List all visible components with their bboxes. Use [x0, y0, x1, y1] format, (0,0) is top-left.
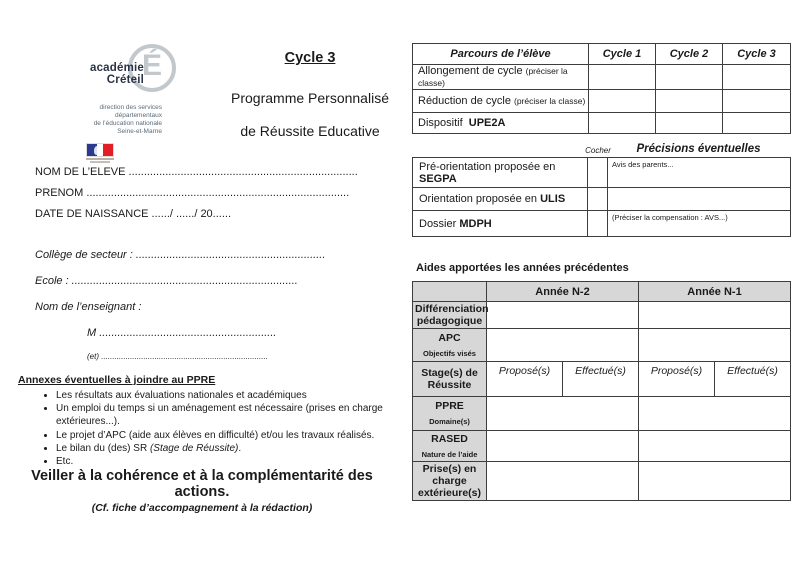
ppre-n2-cell[interactable]: [487, 397, 639, 431]
aides-corner-cell: [413, 282, 487, 302]
prise-charge-n1-cell[interactable]: [639, 462, 791, 501]
annee-n1-header: Année N-1: [639, 282, 791, 302]
ulis-acronym: ULIS: [540, 193, 566, 205]
segpa-checkbox-cell[interactable]: [588, 158, 608, 188]
annexes-item4-italic: (Stage de Réussite): [149, 442, 239, 454]
apc-n1-cell[interactable]: [639, 329, 791, 362]
stage-n1-effectue-cell[interactable]: Effectué(s): [715, 362, 791, 397]
reduction-text: Réduction de cycle: [418, 95, 514, 107]
footer-note: [8, 468, 396, 514]
flag-bands: [86, 143, 114, 157]
dsden-text: [58, 104, 162, 137]
allongement-cycle1-cell[interactable]: [589, 65, 656, 90]
annexes-item: [56, 442, 396, 455]
table-row: [413, 211, 791, 237]
ppre-sublabel: Domaine(s): [429, 417, 470, 427]
apc-text: APC: [438, 331, 461, 344]
reduction-cycle2-cell[interactable]: [656, 90, 723, 113]
prise-charge-label: Prise(s) en charge extérieure(s): [413, 462, 487, 501]
dispositif-label: [413, 113, 589, 134]
dsden-line1: direction des services: [99, 104, 162, 111]
aides-header-row: [413, 282, 791, 302]
annexes-item: • Le projet d’APC (aide aux élèves en difficulté) et/ou les travaux réalisés.: [56, 429, 396, 442]
allongement-cycle3-cell[interactable]: [723, 65, 791, 90]
dsden-line4: Seine-et-Marne: [117, 128, 162, 136]
table-row: [413, 113, 791, 134]
rased-text: RASED: [431, 432, 468, 445]
reduction-note: (préciser la classe): [514, 96, 586, 106]
mdph-prefix: Dossier: [419, 217, 460, 230]
ecole-field[interactable]: Ecole : ..........................................................................: [35, 275, 298, 287]
enseignant-label: Nom de l’enseignant :: [35, 301, 142, 313]
student-identity-block: [35, 162, 380, 225]
enseignant-m-field[interactable]: M ..........................................................: [87, 327, 277, 339]
apc-n2-cell[interactable]: [487, 329, 639, 362]
rased-n1-cell[interactable]: [639, 431, 791, 462]
differenciation-n2-cell[interactable]: [487, 302, 639, 329]
table-row: [413, 188, 791, 211]
dispositif-cycle2-cell[interactable]: [656, 113, 723, 134]
ulis-precision-cell[interactable]: [608, 188, 791, 211]
school-info-block: [35, 242, 380, 368]
annexes-item4-prefix: Le bilan du (des) SR: [56, 442, 150, 454]
parcours-table: [412, 43, 791, 134]
table-row: [413, 362, 791, 397]
segpa-precision-cell[interactable]: Avis des parents...: [608, 158, 791, 188]
mdph-label: [413, 211, 588, 237]
student-firstname-field[interactable]: PRENOM ......................................................................................: [35, 187, 350, 199]
ppre-n1-cell[interactable]: [639, 397, 791, 431]
segpa-prefix: Pré-orientation proposée en: [419, 160, 556, 173]
orientation-table: [412, 157, 791, 237]
table-row: [413, 397, 791, 431]
mdph-checkbox-cell[interactable]: [588, 211, 608, 237]
dispositif-cycle3-cell[interactable]: [723, 113, 791, 134]
ppre-label: [413, 397, 487, 431]
stage-label: Stage(s) de Réussite: [413, 362, 487, 397]
allongement-label: [413, 65, 589, 90]
stage-n2-propose-cell[interactable]: Proposé(s): [487, 362, 563, 397]
table-row: [413, 158, 791, 188]
stage-n1-propose-cell[interactable]: Proposé(s): [639, 362, 715, 397]
dispositif-upe2a: UPE2A: [468, 117, 506, 129]
ulis-label: [413, 188, 588, 211]
annexes-item: • Un emploi du temps si un aménagement est nécessaire (prises en charge extérieures...).: [56, 402, 396, 428]
dsden-line2: départementaux: [115, 112, 162, 120]
academie-letter: É: [141, 49, 162, 82]
differenciation-label: Différenciation pédagogique: [413, 302, 487, 329]
stage-n2-effectue-cell[interactable]: Effectué(s): [563, 362, 639, 397]
ulis-checkbox-cell[interactable]: [588, 188, 608, 211]
document-title: [205, 50, 415, 139]
student-birthdate-field[interactable]: DATE DE NAISSANCE ....../ ....../ 20......: [35, 208, 232, 220]
title-line2: de Réussite Educative: [240, 123, 380, 139]
college-field[interactable]: Collège de secteur : ..............................................................: [35, 249, 326, 261]
academy-line1: académie: [89, 62, 144, 74]
student-name-field[interactable]: NOM DE L’ELEVE ...........................................................................: [35, 166, 358, 178]
allongement-note: (préciser la classe): [418, 66, 568, 88]
reduction-cycle3-cell[interactable]: [723, 90, 791, 113]
dsden-line3: de l’éducation nationale: [93, 120, 162, 128]
dispositif-cycle1-cell[interactable]: [589, 113, 656, 134]
table-row: [413, 462, 791, 501]
annexes-item4-suffix: .: [238, 442, 242, 454]
segpa-label: [413, 158, 588, 188]
allongement-text: Allongement de cycle: [418, 65, 526, 77]
allongement-cycle2-cell[interactable]: [656, 65, 723, 90]
cocher-label: Cocher: [585, 146, 611, 155]
flag-red-band: [103, 144, 113, 156]
precisions-label: Précisions éventuelles: [636, 143, 761, 155]
enseignant-et-field[interactable]: (et) ...........................................................................: [87, 352, 268, 361]
table-row: [413, 90, 791, 113]
title-line1: Programme Personnalisé: [231, 90, 389, 106]
aides-table: [412, 281, 791, 501]
parcours-header-row: [413, 44, 791, 65]
annexes-item: • Etc.: [56, 455, 396, 468]
table-row: [413, 329, 791, 362]
ppre-text: PPRE: [435, 400, 464, 413]
differenciation-n1-cell[interactable]: [639, 302, 791, 329]
cycle2-header: Cycle 2: [656, 44, 723, 65]
parcours-header: Parcours de l’élève: [413, 44, 589, 65]
annexes-title: Annexes éventuelles à joindre au PPRE: [18, 374, 216, 386]
annexes-list: [56, 389, 396, 468]
mdph-acronym: MDPH: [459, 217, 492, 230]
aides-title: Aides apportées les années précédentes: [416, 262, 629, 274]
reduction-cycle1-cell[interactable]: [589, 90, 656, 113]
cycle-heading: Cycle 3: [284, 50, 336, 66]
rased-sublabel: Nature de l’aide: [421, 449, 478, 459]
apc-sublabel: Objectifs visés: [423, 348, 476, 358]
footer-italic-line: (Cf. fiche d’accompagnement à la rédaction): [91, 502, 313, 514]
flag-caption-line: [86, 158, 114, 160]
table-row: [413, 65, 791, 90]
apc-label: [413, 329, 487, 362]
annexes-section: [18, 374, 396, 468]
annexes-item: • Les résultats aux évaluations nationales et académiques: [56, 389, 396, 402]
table-row: [413, 302, 791, 329]
academie-creteil-logo: [58, 44, 176, 163]
prise-charge-n2-cell[interactable]: [487, 462, 639, 501]
mdph-precision-cell[interactable]: (Préciser la compensation : AVS...): [608, 211, 791, 237]
flag-blue-band: [87, 144, 97, 156]
ulis-prefix: Orientation proposée en: [419, 193, 541, 205]
table-row: [413, 431, 791, 462]
footer-bold-line: Veiller à la cohérence et à la complémentarité des actions.: [31, 468, 373, 500]
annee-n2-header: Année N-2: [487, 282, 639, 302]
dispositif-text: Dispositif: [418, 117, 466, 129]
academy-line2: Créteil: [106, 74, 144, 87]
academy-name: [58, 62, 144, 86]
logo-mark: [58, 44, 176, 102]
segpa-acronym: SEGPA: [419, 172, 457, 185]
cycle3-header: Cycle 3: [723, 44, 791, 65]
reduction-label: [413, 90, 589, 113]
rased-n2-cell[interactable]: [487, 431, 639, 462]
cycle1-header: Cycle 1: [589, 44, 656, 65]
rased-label: [413, 431, 487, 462]
french-flag-icon: [86, 143, 114, 163]
